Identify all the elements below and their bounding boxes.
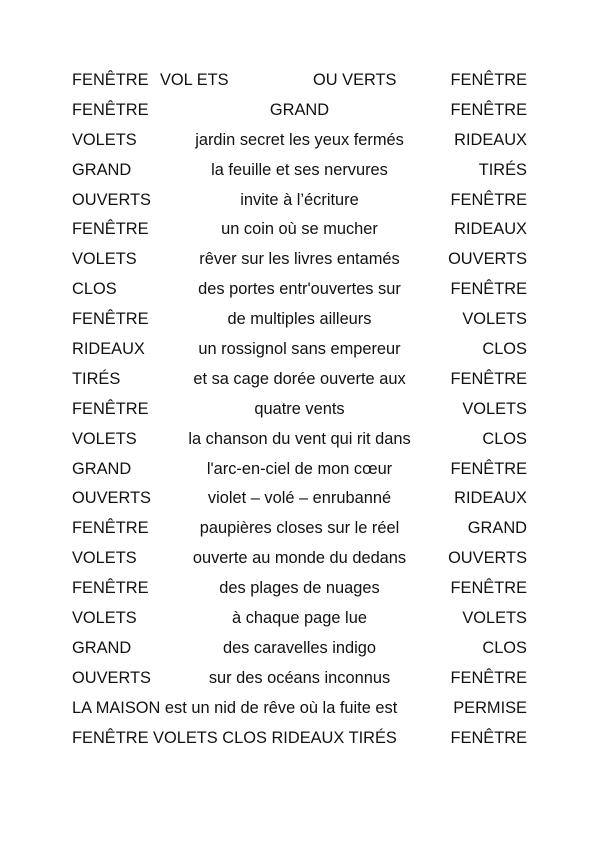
line-left-word: OUVERTS xyxy=(72,668,151,687)
line-middle-text: ouverte au monde du dedans xyxy=(192,549,407,568)
line-right-word: FENÊTRE xyxy=(450,71,527,89)
line-left-word: TIRÉS xyxy=(72,369,121,388)
line-middle-text: invite à l’écriture xyxy=(240,190,359,209)
line-right-word: FENÊTRE xyxy=(450,728,527,747)
poem-line-15 xyxy=(72,484,527,514)
line-left-word: FENÊTRE xyxy=(72,579,149,598)
line-middle-text: sur des océans inconnus xyxy=(208,668,391,687)
line-left-word: CLOS xyxy=(72,280,117,299)
line-left-word: VOLETS xyxy=(72,130,137,149)
line-right-word: VOLETS xyxy=(462,399,527,418)
poem-line-21 xyxy=(72,664,527,694)
poem-line-13 xyxy=(72,425,527,455)
poem-line-5 xyxy=(72,186,527,216)
line-left-word: GRAND xyxy=(72,160,132,179)
line-middle-text: des plages de nuages xyxy=(219,579,380,598)
line-middle-text: l'arc-en-ciel de mon cœur xyxy=(206,459,393,478)
line-middle-text: GRAND xyxy=(269,100,330,119)
poem-line-16 xyxy=(72,514,527,544)
line-middle-text: violet – volé – enrubanné xyxy=(207,489,392,508)
poem-line-19 xyxy=(72,604,527,634)
line-left-text: FENÊTRE VOLETS CLOS RIDEAUX TIRÉS xyxy=(72,728,397,747)
poem-line-20 xyxy=(72,634,527,664)
line-right-word: FENÊTRE xyxy=(450,100,527,119)
line-left-word: OUVERTS xyxy=(72,489,151,508)
line-middle-text: des portes entr'ouvertes sur xyxy=(198,280,401,299)
line-right-word: RIDEAUX xyxy=(454,220,527,239)
line-left-text: LA MAISON est un nid de rêve où la fuite est xyxy=(72,698,398,717)
line-middle-text: de multiples ailleurs xyxy=(227,310,372,329)
line-right-word: FENÊTRE xyxy=(450,280,527,299)
poem-line-9 xyxy=(72,305,527,335)
poem-line-23 xyxy=(72,724,527,754)
line-right-word: CLOS xyxy=(482,429,527,448)
line-left-word: FENÊTRE xyxy=(72,519,149,538)
line-left-word: VOLETS xyxy=(72,609,137,628)
line-left-word: VOLETS xyxy=(72,549,137,568)
line-right-word: RIDEAUX xyxy=(454,130,527,149)
line-middle-text: jardin secret les yeux fermés xyxy=(195,130,404,149)
line-right-word: OUVERTS xyxy=(448,549,527,568)
line-middle-text: paupières closes sur le réel xyxy=(199,519,400,538)
line-left-word: GRAND xyxy=(72,638,132,657)
poem-line-4 xyxy=(72,156,527,186)
line-left-word: VOLETS xyxy=(72,250,137,269)
poem-line-2 xyxy=(72,96,527,126)
line-left-word: FENÊTRE xyxy=(72,399,149,418)
poem-line-8 xyxy=(72,275,527,305)
poem-line-3 xyxy=(72,126,527,156)
poem-line-17 xyxy=(72,544,527,574)
poem-line-11 xyxy=(72,365,527,395)
line-middle-text: et sa cage dorée ouverte aux xyxy=(193,369,406,388)
line-right-word: FENÊTRE xyxy=(450,369,527,388)
line-left-word: FENÊTRE xyxy=(72,220,149,239)
line-right-word: GRAND xyxy=(467,519,527,538)
line-right-word: VOLETS xyxy=(462,609,527,628)
poem-line-12 xyxy=(72,395,527,425)
poem-line-7 xyxy=(72,245,527,275)
line-left-word: OUVERTS xyxy=(72,190,151,209)
line-middle-text: rêver sur les livres entamés xyxy=(199,250,400,269)
line-right-word: CLOS xyxy=(482,340,527,359)
poem xyxy=(72,66,527,753)
line-right-word: FENÊTRE xyxy=(450,459,527,478)
line-right-word: TIRÉS xyxy=(478,160,527,179)
line-left-word: RIDEAUX xyxy=(72,340,145,359)
line-left-word: FENÊTRE xyxy=(72,71,149,89)
line-middle-text: à chaque page lue xyxy=(232,609,367,628)
line-right-word: FENÊTRE xyxy=(450,190,527,209)
line-left-word: GRAND xyxy=(72,459,132,478)
line-middle-text: la chanson du vent qui rit dans xyxy=(188,429,411,448)
line-right-word: CLOS xyxy=(482,638,527,657)
poem-line-22 xyxy=(72,694,527,724)
line-middle-text: un rossignol sans empereur xyxy=(198,340,401,359)
line-right-word: PERMISE xyxy=(453,698,527,717)
poem-line-6 xyxy=(72,215,527,245)
poem-line-1 xyxy=(72,66,527,96)
poem-line-10 xyxy=(72,335,527,365)
poem-line-14 xyxy=(72,455,527,485)
line-middle-text-2: OU VERTS xyxy=(313,71,397,89)
line-left-word: VOLETS xyxy=(72,429,137,448)
line-middle-text: quatre vents xyxy=(254,399,345,418)
poem-line-18 xyxy=(72,574,527,604)
line-right-word: FENÊTRE xyxy=(450,668,527,687)
line-right-word: FENÊTRE xyxy=(450,579,527,598)
line-middle-text: VOL ETS xyxy=(160,71,229,89)
line-middle-text: un coin où se mucher xyxy=(221,220,378,239)
line-right-word: VOLETS xyxy=(462,310,527,329)
line-middle-text: la feuille et ses nervures xyxy=(211,160,388,179)
line-left-word: FENÊTRE xyxy=(72,310,149,329)
line-left-word: FENÊTRE xyxy=(72,100,149,119)
line-right-word: OUVERTS xyxy=(448,250,527,269)
line-middle-text: des caravelles indigo xyxy=(222,638,377,657)
line-right-word: RIDEAUX xyxy=(454,489,527,508)
